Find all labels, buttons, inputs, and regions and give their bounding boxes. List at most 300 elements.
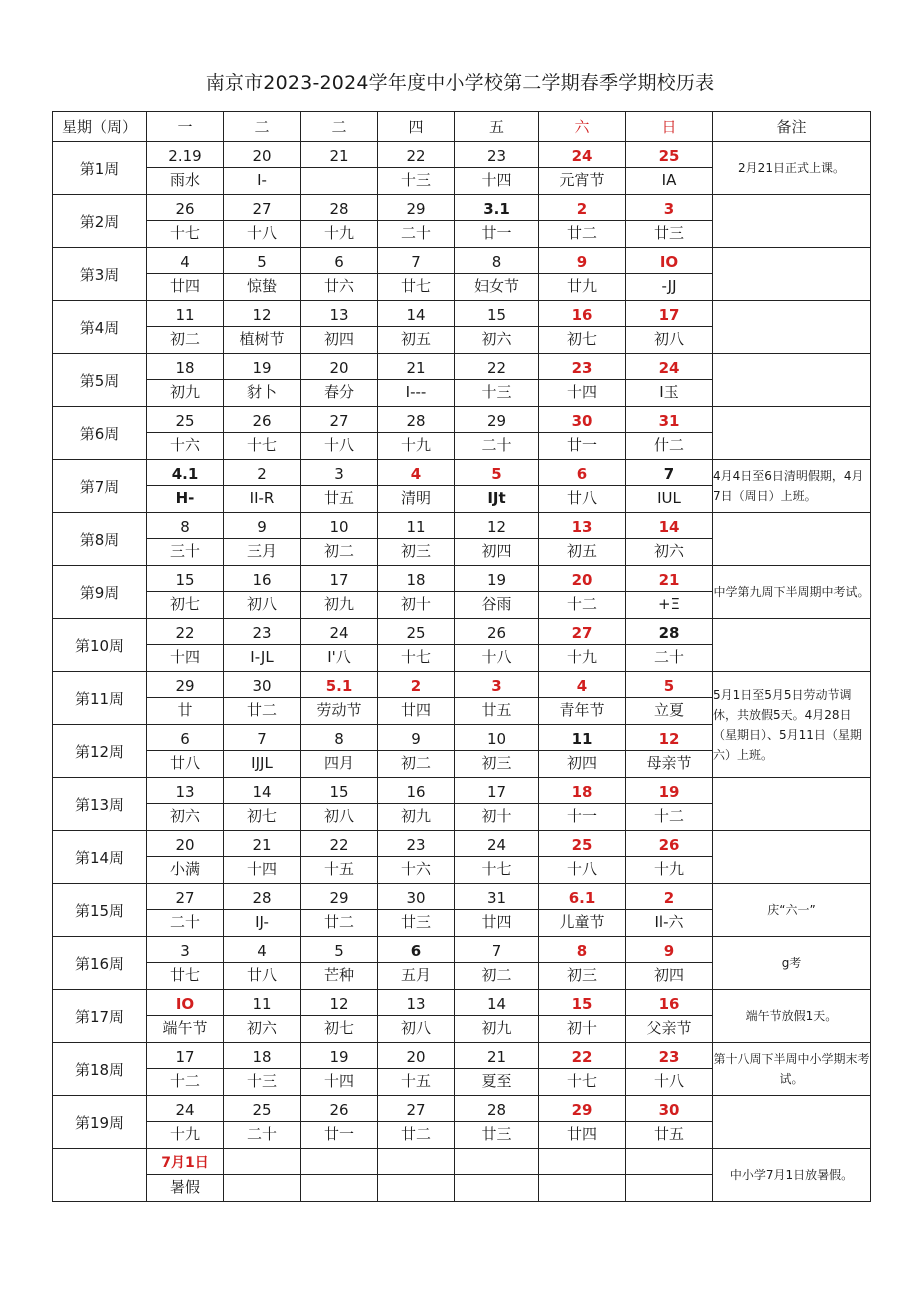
day-cell <box>378 407 455 460</box>
header-week: 星期（周） <box>53 112 147 142</box>
day-cell <box>455 619 539 672</box>
day-cell <box>455 1043 539 1096</box>
day-cell <box>378 725 455 778</box>
day-lunar: Il-六 <box>654 913 684 931</box>
day-date: 5 <box>301 937 377 963</box>
day-cell <box>626 142 713 195</box>
day-cell <box>301 354 378 407</box>
day-lunar: 母亲节 <box>646 754 692 772</box>
week-label: 第15周 <box>53 884 147 937</box>
day-cell <box>455 142 539 195</box>
day-date: 13 <box>147 778 223 804</box>
day-date: 15 <box>301 778 377 804</box>
day-date: 2 <box>224 460 300 486</box>
day-date: 10 <box>301 513 377 539</box>
day-date: 21 <box>455 1043 538 1069</box>
summer-date: 7月1日 <box>147 1149 223 1175</box>
day-date: 30 <box>539 407 625 433</box>
day-cell <box>224 301 301 354</box>
day-date: 14 <box>455 990 538 1016</box>
day-date: 25 <box>539 831 625 857</box>
week-label: 第17周 <box>53 990 147 1043</box>
day-lunar: 廿二 <box>400 1125 431 1143</box>
day-cell <box>147 725 224 778</box>
day-lunar: 清明 <box>400 489 431 507</box>
empty-line <box>626 1175 712 1201</box>
day-date: 9 <box>539 248 625 274</box>
day-lunar: 十七 <box>246 436 277 454</box>
day-lunar: H- <box>175 489 195 507</box>
week-label: 第18周 <box>53 1043 147 1096</box>
day-date: 18 <box>378 566 454 592</box>
day-date: 3 <box>626 195 712 221</box>
day-cell <box>301 990 378 1043</box>
day-date: 11 <box>539 725 625 751</box>
day-cell <box>147 672 224 725</box>
day-cell <box>147 778 224 831</box>
day-date: 18 <box>224 1043 300 1069</box>
day-lunar: 廿八 <box>169 754 200 772</box>
day-lunar: 初三 <box>400 542 431 560</box>
day-date: 2 <box>626 884 712 910</box>
day-cell <box>378 195 455 248</box>
day-lunar: 三十 <box>169 542 200 560</box>
empty-cell <box>378 1149 455 1202</box>
day-cell <box>147 460 224 513</box>
day-cell <box>301 778 378 831</box>
day-lunar: 十四 <box>246 860 277 878</box>
remark-cell: 2月21日正式上课。 <box>713 142 871 195</box>
header-day: 二 <box>224 112 301 142</box>
day-date: 23 <box>539 354 625 380</box>
week-label: 第10周 <box>53 619 147 672</box>
day-date: 2 <box>378 672 454 698</box>
day-cell <box>455 460 539 513</box>
day-date: 15 <box>455 301 538 327</box>
week-label-empty <box>53 1149 147 1202</box>
day-cell <box>378 1096 455 1149</box>
day-lunar: 初三 <box>481 754 512 772</box>
remark-cell <box>713 407 871 460</box>
day-lunar: 十三 <box>246 1072 277 1090</box>
day-cell <box>539 460 626 513</box>
empty-line <box>224 1149 300 1175</box>
day-date: 27 <box>539 619 625 645</box>
day-date: 24 <box>147 1096 223 1122</box>
remark-cell <box>713 354 871 407</box>
day-cell <box>378 1043 455 1096</box>
day-date: 12 <box>224 301 300 327</box>
day-date: 21 <box>224 831 300 857</box>
day-cell <box>301 725 378 778</box>
remark-cell <box>713 619 871 672</box>
day-date: 7 <box>455 937 538 963</box>
day-lunar: 初八 <box>323 807 354 825</box>
day-date: 2.19 <box>147 142 223 168</box>
day-lunar: 十八 <box>566 860 597 878</box>
day-date: 26 <box>224 407 300 433</box>
day-lunar: 廿三 <box>400 913 431 931</box>
day-lunar: 十七 <box>400 648 431 666</box>
header-day-weekend: 六 <box>539 112 626 142</box>
day-lunar: I-JL <box>250 648 274 666</box>
day-date: 14 <box>626 513 712 539</box>
day-cell <box>626 884 713 937</box>
day-date: 25 <box>224 1096 300 1122</box>
day-cell <box>378 884 455 937</box>
empty-line <box>378 1175 454 1201</box>
day-cell <box>378 831 455 884</box>
day-date: 14 <box>224 778 300 804</box>
day-cell <box>301 513 378 566</box>
day-cell <box>378 354 455 407</box>
day-cell <box>224 195 301 248</box>
day-date: 20 <box>147 831 223 857</box>
remark-cell <box>713 248 871 301</box>
day-date: 13 <box>301 301 377 327</box>
week-row <box>53 884 871 937</box>
day-date: 3 <box>147 937 223 963</box>
day-lunar: 元宵节 <box>559 171 605 189</box>
week-label: 第11周 <box>53 672 147 725</box>
day-date: 26 <box>147 195 223 221</box>
day-cell <box>455 248 539 301</box>
day-date: 28 <box>626 619 712 645</box>
day-cell <box>539 672 626 725</box>
day-lunar: 廿四 <box>169 277 200 295</box>
day-lunar: 初二 <box>169 330 200 348</box>
day-date: 11 <box>147 301 223 327</box>
day-cell <box>378 301 455 354</box>
day-date: 16 <box>378 778 454 804</box>
day-date: 22 <box>539 1043 625 1069</box>
day-date: 26 <box>626 831 712 857</box>
day-lunar: 十六 <box>400 860 431 878</box>
day-cell <box>147 831 224 884</box>
day-cell <box>147 884 224 937</box>
day-cell <box>626 1043 713 1096</box>
day-date: 7 <box>378 248 454 274</box>
header-day: 一 <box>147 112 224 142</box>
week-row <box>53 619 871 672</box>
day-cell <box>378 619 455 672</box>
day-lunar: IA <box>661 171 677 189</box>
week-row <box>53 937 871 990</box>
week-row <box>53 301 871 354</box>
day-lunar: 廿一 <box>323 1125 354 1143</box>
day-lunar: 初九 <box>481 1019 512 1037</box>
day-cell <box>626 301 713 354</box>
remark-cell: 庆“六一” <box>713 884 871 937</box>
day-cell <box>301 301 378 354</box>
day-cell <box>147 248 224 301</box>
day-date: 12 <box>626 725 712 751</box>
day-lunar: 十五 <box>323 860 354 878</box>
day-cell <box>539 831 626 884</box>
day-cell <box>455 831 539 884</box>
day-lunar: 初八 <box>653 330 684 348</box>
day-date: IO <box>147 990 223 1016</box>
day-cell <box>539 142 626 195</box>
day-lunar: 初十 <box>400 595 431 613</box>
empty-line <box>301 1149 377 1175</box>
day-lunar: 廿 <box>177 701 193 719</box>
day-cell <box>378 990 455 1043</box>
day-lunar: 初十 <box>566 1019 597 1037</box>
day-date: 7 <box>224 725 300 751</box>
day-cell <box>224 354 301 407</box>
day-date: 6 <box>539 460 625 486</box>
day-date: 9 <box>224 513 300 539</box>
day-lunar <box>301 168 377 194</box>
day-date: 21 <box>378 354 454 380</box>
page-title: 南京市2023-2024学年度中小学校第二学期春季学期校历表 <box>205 72 715 94</box>
day-cell <box>147 407 224 460</box>
day-cell <box>455 407 539 460</box>
remark-cell: 中小学7月1日放暑假。 <box>713 1149 871 1202</box>
day-date: 16 <box>626 990 712 1016</box>
day-lunar: 雨水 <box>169 171 200 189</box>
day-lunar: 初六 <box>246 1019 277 1037</box>
day-lunar: IJ- <box>255 913 269 931</box>
remark-cell <box>713 778 871 831</box>
day-date: 9 <box>378 725 454 751</box>
day-lunar: I'八 <box>327 648 351 666</box>
day-lunar: 二十 <box>246 1125 277 1143</box>
day-cell <box>224 884 301 937</box>
day-date: 3 <box>455 672 538 698</box>
day-cell <box>301 937 378 990</box>
day-date: 13 <box>539 513 625 539</box>
day-cell <box>455 937 539 990</box>
day-cell <box>539 195 626 248</box>
day-lunar: II-R <box>249 489 275 507</box>
day-date: 24 <box>626 354 712 380</box>
week-row <box>53 990 871 1043</box>
day-date: 25 <box>626 142 712 168</box>
day-cell <box>147 195 224 248</box>
day-date: 5.1 <box>301 672 377 698</box>
day-lunar: 十九 <box>653 860 684 878</box>
day-date: 6 <box>301 248 377 274</box>
remark-cell <box>713 831 871 884</box>
day-lunar: 夏至 <box>481 1072 512 1090</box>
week-row <box>53 1043 871 1096</box>
day-lunar: 初二 <box>400 754 431 772</box>
day-lunar: 初八 <box>400 1019 431 1037</box>
day-date: 20 <box>539 566 625 592</box>
day-date: 31 <box>626 407 712 433</box>
day-date: 22 <box>455 354 538 380</box>
day-lunar: 十二 <box>653 807 684 825</box>
day-cell <box>539 407 626 460</box>
day-date: 29 <box>455 407 538 433</box>
day-lunar: 廿七 <box>169 966 200 984</box>
day-cell <box>224 460 301 513</box>
day-cell <box>147 619 224 672</box>
day-date: 19 <box>455 566 538 592</box>
day-cell <box>301 884 378 937</box>
week-label: 第19周 <box>53 1096 147 1149</box>
day-date: 29 <box>378 195 454 221</box>
week-label: 第12周 <box>53 725 147 778</box>
day-date: 3 <box>301 460 377 486</box>
day-lunar: 廿二 <box>566 224 597 242</box>
day-lunar: 十九 <box>323 224 354 242</box>
empty-line <box>224 1175 300 1201</box>
day-cell <box>626 990 713 1043</box>
day-lunar: 初九 <box>400 807 431 825</box>
header-row <box>53 112 871 142</box>
day-cell <box>378 248 455 301</box>
day-cell <box>147 513 224 566</box>
day-lunar: 初四 <box>323 330 354 348</box>
day-lunar: 十八 <box>246 224 277 242</box>
week-label: 第4周 <box>53 301 147 354</box>
day-cell <box>224 248 301 301</box>
day-lunar: 五月 <box>400 966 431 984</box>
day-date: 26 <box>301 1096 377 1122</box>
day-cell <box>626 407 713 460</box>
day-date: 5 <box>626 672 712 698</box>
day-lunar: 四月 <box>323 754 354 772</box>
day-lunar: IUL <box>657 489 681 507</box>
day-cell <box>539 1096 626 1149</box>
day-lunar: 初九 <box>323 595 354 613</box>
day-date: IO <box>626 248 712 274</box>
day-cell <box>455 725 539 778</box>
empty-cell <box>539 1149 626 1202</box>
day-cell <box>224 672 301 725</box>
day-cell <box>147 937 224 990</box>
day-cell <box>626 195 713 248</box>
day-lunar: 谷雨 <box>481 595 512 613</box>
day-lunar: 植树节 <box>239 330 285 348</box>
day-cell <box>301 1096 378 1149</box>
day-lunar: 十九 <box>169 1125 200 1143</box>
day-cell <box>539 248 626 301</box>
day-date: 27 <box>301 407 377 433</box>
day-cell <box>455 778 539 831</box>
week-row <box>53 513 871 566</box>
day-cell <box>147 354 224 407</box>
day-lunar: 初六 <box>169 807 200 825</box>
day-cell <box>539 990 626 1043</box>
day-lunar: 惊蛰 <box>246 277 277 295</box>
day-lunar: 十八 <box>653 1072 684 1090</box>
day-cell <box>147 1096 224 1149</box>
day-date: 7 <box>626 460 712 486</box>
day-date: 31 <box>455 884 538 910</box>
remark-cell <box>713 301 871 354</box>
day-cell <box>378 672 455 725</box>
day-lunar: 十四 <box>323 1072 354 1090</box>
week-label: 第5周 <box>53 354 147 407</box>
day-lunar: 青年节 <box>559 701 605 719</box>
day-lunar: 三月 <box>246 542 277 560</box>
day-cell <box>301 195 378 248</box>
day-lunar: 廿八 <box>246 966 277 984</box>
day-cell <box>147 142 224 195</box>
day-cell <box>301 142 378 195</box>
week-row <box>53 195 871 248</box>
day-cell <box>539 354 626 407</box>
day-lunar: 廿七 <box>400 277 431 295</box>
week-row <box>53 1096 871 1149</box>
day-lunar: 廿九 <box>566 277 597 295</box>
day-lunar: 廿五 <box>481 701 512 719</box>
day-lunar: 廿五 <box>653 1125 684 1143</box>
day-lunar: I玉 <box>659 383 679 401</box>
week-label: 第16周 <box>53 937 147 990</box>
day-date: 18 <box>147 354 223 380</box>
week-label: 第9周 <box>53 566 147 619</box>
week-row <box>53 778 871 831</box>
day-cell <box>626 937 713 990</box>
day-date: 29 <box>301 884 377 910</box>
summer-row <box>53 1149 871 1202</box>
day-lunar: 十四 <box>566 383 597 401</box>
day-lunar: 初四 <box>481 542 512 560</box>
day-cell <box>301 1043 378 1096</box>
empty-line <box>378 1149 454 1175</box>
day-lunar: 初二 <box>481 966 512 984</box>
day-date: 19 <box>626 778 712 804</box>
day-date: 6 <box>147 725 223 751</box>
day-lunar: 初二 <box>323 542 354 560</box>
day-lunar: 初六 <box>653 542 684 560</box>
day-date: 13 <box>378 990 454 1016</box>
remark-cell: 5月1日至5月5日劳动节调休，共放假5天。4月28日（星期日）、5月11日（星期六）上班。 <box>713 672 871 778</box>
day-cell <box>224 407 301 460</box>
day-date: 27 <box>224 195 300 221</box>
day-date: 12 <box>455 513 538 539</box>
day-lunar: 廿二 <box>246 701 277 719</box>
day-cell <box>378 513 455 566</box>
remark-cell <box>713 513 871 566</box>
day-cell <box>539 619 626 672</box>
day-cell <box>301 672 378 725</box>
summer-label: 暑假 <box>169 1178 200 1196</box>
day-lunar: 初七 <box>169 595 200 613</box>
day-cell <box>301 566 378 619</box>
day-cell <box>626 248 713 301</box>
remark-cell: 4月4日至6日清明假期，4月7日（周日）上班。 <box>713 460 871 513</box>
day-cell <box>301 407 378 460</box>
day-cell <box>539 778 626 831</box>
day-date: 2 <box>539 195 625 221</box>
day-cell <box>455 990 539 1043</box>
day-cell <box>626 778 713 831</box>
day-date: 12 <box>301 990 377 1016</box>
week-label: 第13周 <box>53 778 147 831</box>
day-date: 24 <box>301 619 377 645</box>
day-cell <box>626 1096 713 1149</box>
day-cell <box>539 937 626 990</box>
day-lunar: IJJL <box>251 754 273 772</box>
day-cell <box>626 354 713 407</box>
day-date: 14 <box>378 301 454 327</box>
day-lunar: I- <box>257 171 267 189</box>
day-lunar: 豺卜 <box>246 383 277 401</box>
day-lunar: 十九 <box>400 436 431 454</box>
day-lunar: 初十 <box>481 807 512 825</box>
day-date: 5 <box>224 248 300 274</box>
day-cell <box>626 513 713 566</box>
day-cell <box>378 778 455 831</box>
day-date: 15 <box>539 990 625 1016</box>
day-date: 28 <box>301 195 377 221</box>
